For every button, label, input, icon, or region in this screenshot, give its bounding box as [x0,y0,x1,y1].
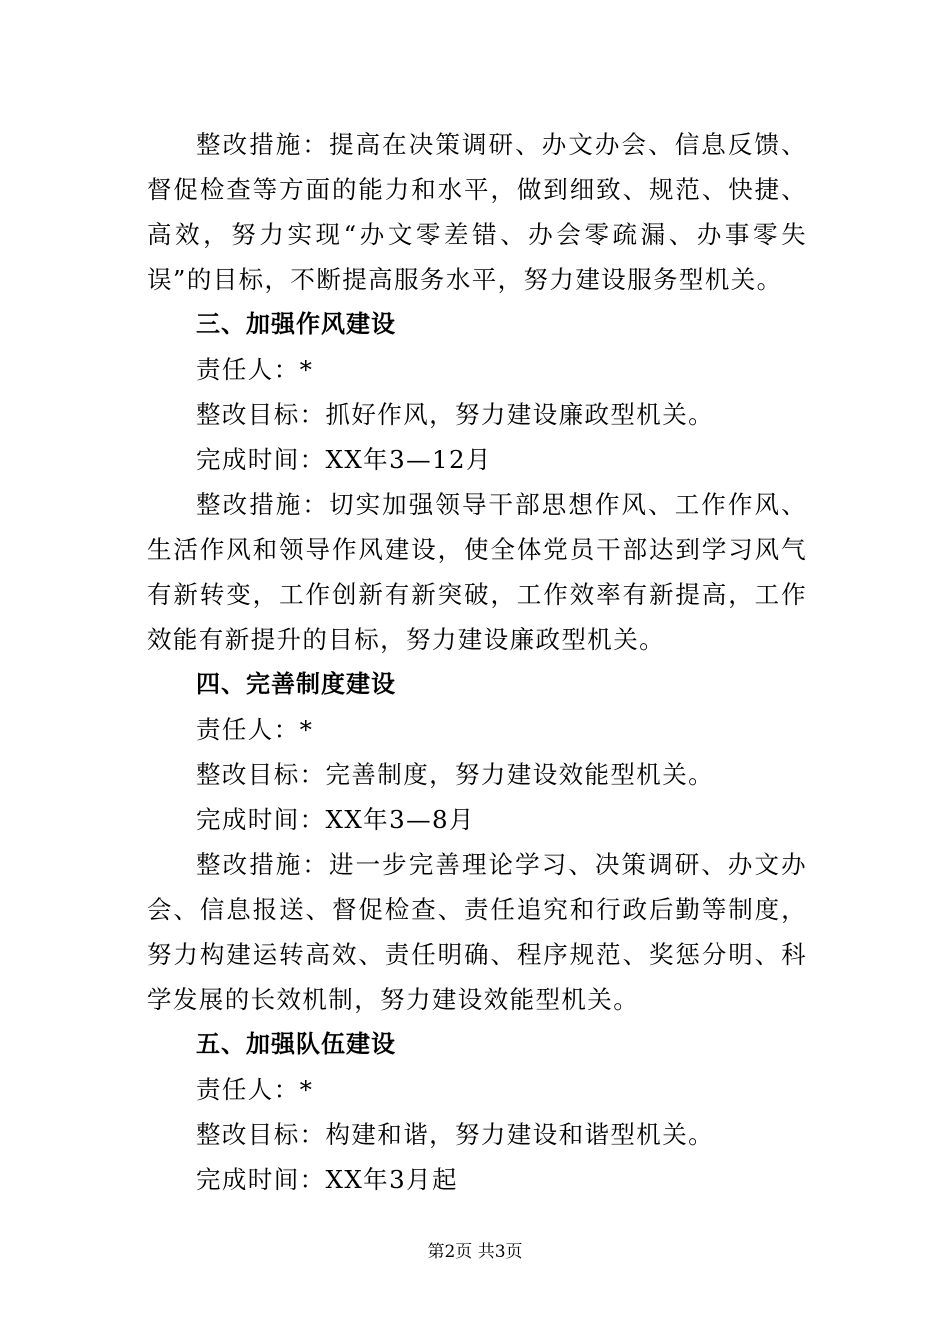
rectification-goal-5: 整改目标：构建和谐，努力建设和谐型机关。 [196,1120,714,1149]
measures-paragraph-3: 整改措施：切实加强领导干部思想作风、工作作风、生活作风和领导作风建设，使全体党员干部达到学习风气有新转变，工作创新有新突破，工作效率有新提高，工作效能有新提升的目标，努力建设廉政型机关。 [147,490,807,654]
responsible-person-3: 责任人：* [196,355,314,384]
section-heading-3: 三、加强作风建设 [196,310,396,338]
page-footer [0,1240,950,1264]
rectification-goal-4: 整改目标：完善制度，努力建设效能型机关。 [196,760,714,789]
measures-paragraph-2: 整改措施：提高在决策调研、办文办会、信息反馈、督促检查等方面的能力和水平，做到细致、规范、快捷、高效，努力实现“办文零差错、办会零疏漏、办事零失误”的目标，不断提高服务水平，努力建设服务型机关。 [147,130,807,294]
completion-time-4: 完成时间：XX年3—8月 [196,805,475,834]
page-indicator: 第2页 共3页 [427,1242,523,1262]
measures-paragraph-4: 整改措施：进一步完善理论学习、决策调研、办文办会、信息报送、督促检查、责任追究和行政后勤等制度，努力构建运转高效、责任明确、程序规范、奖惩分明、科学发展的长效机制，努力建设效能型机关。 [147,850,807,1014]
section-heading-4: 四、完善制度建设 [196,670,396,698]
responsible-person-5: 责任人：* [196,1075,314,1104]
completion-time-3: 完成时间：XX年3—12月 [196,445,492,474]
responsible-person-4: 责任人：* [196,715,314,744]
section-heading-5: 五、加强队伍建设 [196,1030,396,1058]
rectification-goal-3: 整改目标：抓好作风，努力建设廉政型机关。 [196,400,714,429]
document-page [147,122,807,1202]
completion-time-5: 完成时间：XX年3月起 [196,1165,458,1194]
